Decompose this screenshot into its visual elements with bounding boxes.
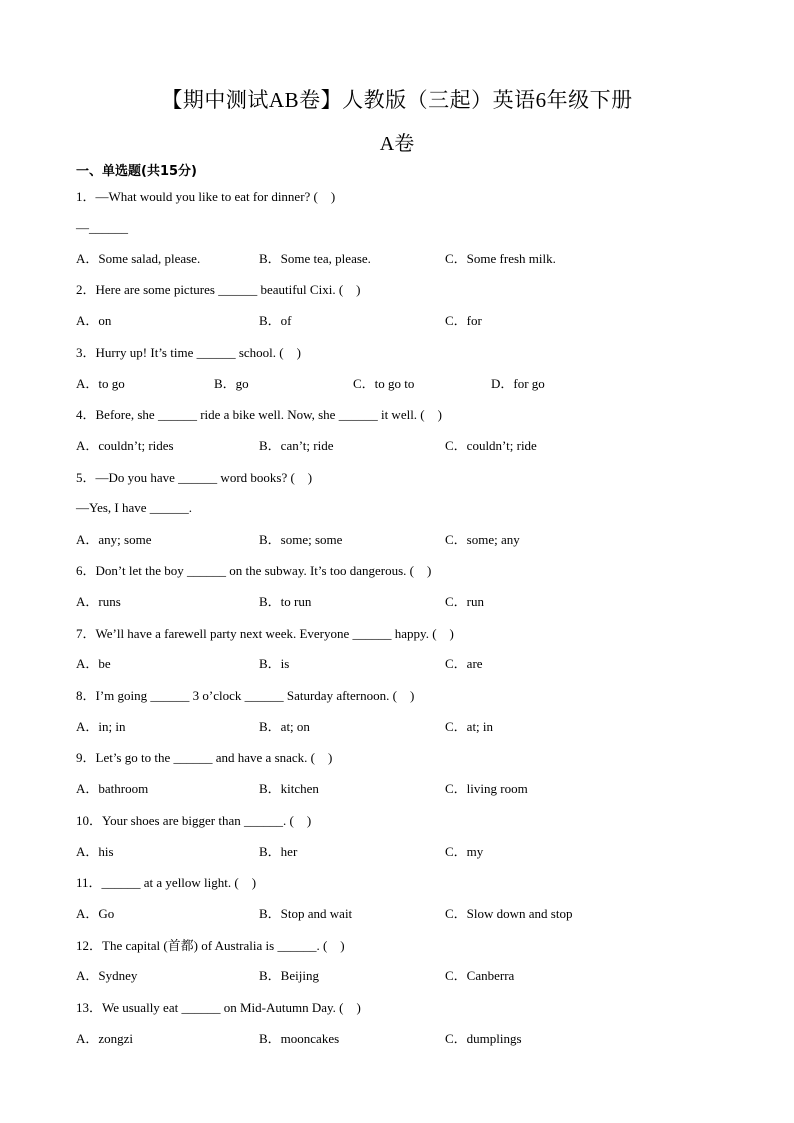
page-title: 【期中测试AB卷】人教版（三起）英语6年级下册 xyxy=(161,88,633,112)
question-9-option-c: C．living room xyxy=(445,781,528,796)
question-13-stem: 13．We usually eat ______ on Mid-Autumn Day. ( ) xyxy=(76,1000,361,1015)
question-4-option-c: C．couldn’t; ride xyxy=(445,438,537,453)
question-7-option-b: B．is xyxy=(259,656,290,671)
question-6-option-b: B．to run xyxy=(259,594,312,609)
question-8-option-c: C．at; in xyxy=(445,719,494,734)
question-7-stem: 7．We’ll have a farewell party next week. Everyone ______ happy. ( ) xyxy=(76,626,454,641)
section-heading: 一、单选题(共15分) xyxy=(76,164,197,179)
question-3-option-c: C．to go to xyxy=(353,376,415,391)
question-6-option-a: A．runs xyxy=(76,594,121,609)
question-1-answer-line: —______ xyxy=(76,220,128,235)
question-8-option-a: A．in; in xyxy=(76,719,126,734)
question-13-option-b: B．mooncakes xyxy=(259,1031,340,1046)
question-10-option-b: B．her xyxy=(259,844,298,859)
question-1-option-b: B．Some tea, please. xyxy=(259,251,371,266)
question-2-stem: 2．Here are some pictures ______ beautiful Cixi. ( ) xyxy=(76,282,361,297)
question-8-stem: 8．I’m going ______ 3 o’clock ______ Saturday afternoon. ( ) xyxy=(76,688,415,703)
question-5-option-a: A．any; some xyxy=(76,532,152,547)
question-1-stem: 1．—What would you like to eat for dinner? ( ) xyxy=(76,189,336,204)
question-5-option-c: C．some; any xyxy=(445,532,520,547)
question-3-option-a: A．to go xyxy=(76,376,125,391)
question-13-option-a: A．zongzi xyxy=(76,1031,134,1046)
question-12-option-a: A．Sydney xyxy=(76,968,138,983)
question-7-option-c: C．are xyxy=(445,656,483,671)
question-7-option-a: A．be xyxy=(76,656,111,671)
question-2-option-c: C．for xyxy=(445,313,482,328)
question-4-stem: 4．Before, she ______ ride a bike well. Now, she ______ it well. ( ) xyxy=(76,407,442,422)
question-2-option-b: B．of xyxy=(259,313,292,328)
question-5-option-b: B．some; some xyxy=(259,532,343,547)
question-11-option-c: C．Slow down and stop xyxy=(445,906,573,921)
question-12-option-b: B．Beijing xyxy=(259,968,319,983)
question-2-option-a: A．on xyxy=(76,313,112,328)
question-12-option-c: C．Canberra xyxy=(445,968,515,983)
question-6-option-c: C．run xyxy=(445,594,485,609)
question-9-option-b: B．kitchen xyxy=(259,781,319,796)
question-12-stem: 12．The capital (首都) of Australia is ______. ( ) xyxy=(76,938,345,953)
question-1-option-c: C．Some fresh milk. xyxy=(445,251,556,266)
question-3-option-b: B．go xyxy=(214,376,249,391)
question-3-option-d: D．for go xyxy=(491,376,545,391)
question-5-answer-line: —Yes, I have ______. xyxy=(76,500,193,515)
question-10-stem: 10．Your shoes are bigger than ______. ( ) xyxy=(76,813,312,828)
question-11-stem: 11．______ at a yellow light. ( ) xyxy=(76,875,257,890)
question-1-option-a: A．Some salad, please. xyxy=(76,251,201,266)
question-11-option-a: A．Go xyxy=(76,906,115,921)
question-4-option-b: B．can’t; ride xyxy=(259,438,334,453)
question-9-option-a: A．bathroom xyxy=(76,781,149,796)
question-13-option-c: C．dumplings xyxy=(445,1031,522,1046)
question-4-option-a: A．couldn’t; rides xyxy=(76,438,174,453)
question-10-option-c: C．my xyxy=(445,844,484,859)
question-8-option-b: B．at; on xyxy=(259,719,310,734)
question-3-stem: 3．Hurry up! It’s time ______ school. ( ) xyxy=(76,345,301,360)
question-10-option-a: A．his xyxy=(76,844,114,859)
question-5-stem: 5．—Do you have ______ word books? ( ) xyxy=(76,470,313,485)
paper-version: A卷 xyxy=(379,133,415,155)
question-6-stem: 6．Don’t let the boy ______ on the subway. It’s too dangerous. ( ) xyxy=(76,563,432,578)
question-9-stem: 9．Let’s go to the ______ and have a snack. ( ) xyxy=(76,750,333,765)
question-11-option-b: B．Stop and wait xyxy=(259,906,353,921)
